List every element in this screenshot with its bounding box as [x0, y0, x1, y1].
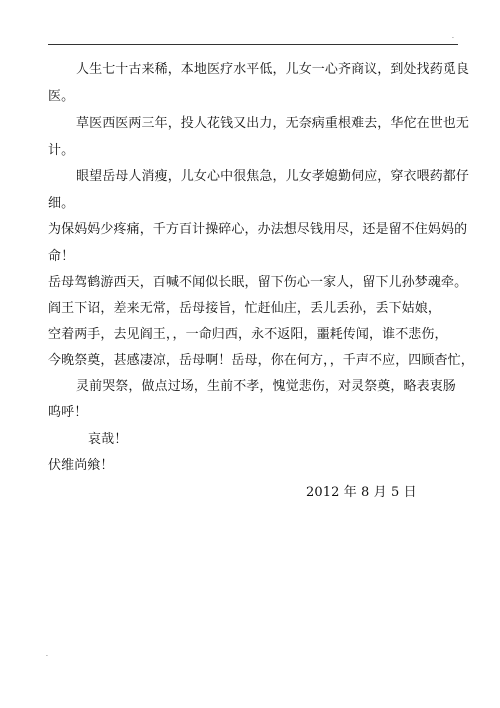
text-line-9: 岳母驾鹤游西天，百喊不闻似长眠，留下伤心一家人，留下儿孙梦魂牵。	[48, 275, 468, 290]
footer-mark: .	[46, 651, 48, 658]
date-line: 2012 年 8 月 5 日	[306, 485, 417, 500]
text-line-1: 人生七十古来稀，本地医疗水平低，儿女一心齐商议，到处找药觅良	[76, 62, 470, 77]
text-line-13: 灵前哭祭，做点过场，生前不孝，愧觉悲伤，对灵祭奠，略表衷肠	[76, 379, 456, 394]
text-line-3: 草医西医两三年，投人花钱又出力，无奈病重根难去，华佗在世也无	[76, 116, 470, 131]
text-line-10: 阎王下诏，差来无常，岳母接旨，忙赶仙庄，丢儿丢孙，丢下姑娘，	[48, 301, 442, 316]
text-line-11: 空着两手，去见阎王，，一命归西，永不返阳，噩耗传闻，谁不悲伤，	[48, 327, 448, 342]
text-line-14: 呜呼！	[48, 405, 88, 420]
text-line-6: 细。	[48, 196, 75, 211]
text-line-7: 为保妈妈少疼痛，千方百计操碎心，办法想尽钱用尽，还是留不住妈妈的	[48, 222, 468, 237]
text-line-15: 哀哉！	[88, 432, 128, 447]
text-line-8: 命！	[48, 249, 75, 264]
header-rule	[48, 44, 458, 45]
text-line-12: 今晚祭奠，甚感凄凉，岳母啊！岳母，你在何方，，千声不应，四顾杳忙，	[48, 353, 474, 368]
text-line-16: 伏维尚飨！	[48, 458, 114, 473]
text-line-4: 计。	[48, 143, 75, 158]
text-line-2: 医。	[48, 89, 75, 104]
header-mark: .	[452, 33, 454, 40]
text-line-5: 眼望岳母人消瘦，儿女心中很焦急，儿女孝媳勤伺应，穿衣喂药都仔	[76, 169, 470, 184]
